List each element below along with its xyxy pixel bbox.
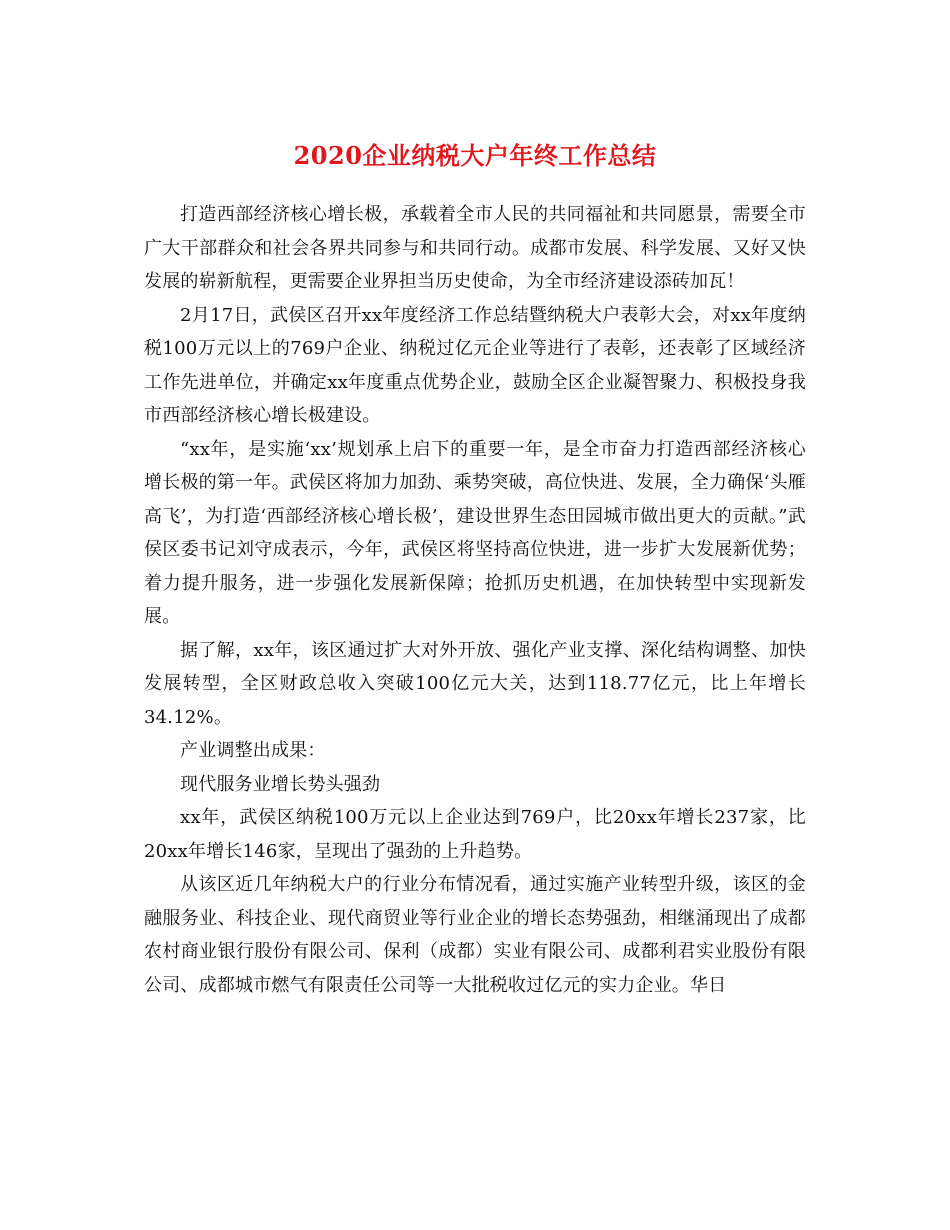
paragraph-1: 打造西部经济核心增长极，承载着全市人民的共同福祉和共同愿景，需要全市广大干部群众和社会各界共同参与和共同行动。成都市发展、科学发展、又好又快发展的崭新航程，更需要企业界担当历史使命，为全市经济建设添砖加瓦！ [144,204,806,292]
section-subheading-services: 现代服务业增长势头强劲 [180,773,381,795]
document-body [144,198,806,1002]
paragraph-7: xx年，武侯区纳税100万元以上企业达到769户，比20xx年增长237家，比20xx年增长146家，呈现出了强劲的上升趋势。 [144,807,806,862]
paragraph-2: 2月17日，武侯区召开xx年度经济工作总结暨纳税大户表彰大会，对xx年度纳税100万元以上的769户企业、纳税过亿元企业等进行了表彰，还表彰了区域经济工作先进单位，并确定xx年度重点优势企业，鼓励全区企业凝智聚力、积极投身我市西部经济核心增长极建设。 [144,304,806,426]
paragraph-3: “xx年，是实施‘xx’规划承上启下的重要一年，是全市奋力打造西部经济核心增长极的第一年。武侯区将加力加劲、乘势突破，高位快进、发展，全力确保‘头雁高飞’，为打造‘西部经济核心增长极’，建设世界生态田园城市做出更大的贡献。”武侯区委书记刘守成表示，今年，武侯区将坚持高位快进，进一步扩大发展新优势；着力提升服务，进一步强化发展新保障；抢抓历史机遇，在加快转型中实现新发展。 [144,438,806,627]
paragraph-8: 从该区近几年纳税大户的行业分布情况看，通过实施产业转型升级，该区的金融服务业、科技企业、现代商贸业等行业企业的增长态势强劲，相继涌现出了成都农村商业银行股份有限公司、保利（成都）实业有限公司、成都利君实业股份有限公司、成都城市燃气有限责任公司等一大批税收过亿元的实力企业。华日 [144,874,806,996]
document-title: 2020企业纳税大户年终工作总结 [293,141,657,170]
paragraph-4: 据了解，xx年，该区通过扩大对外开放、强化产业支撑、深化结构调整、加快发展转型，全区财政总收入突破100亿元大关，达到118.77亿元，比上年增长34.12%。 [144,639,806,728]
section-heading-industry: 产业调整出成果： [180,740,326,761]
